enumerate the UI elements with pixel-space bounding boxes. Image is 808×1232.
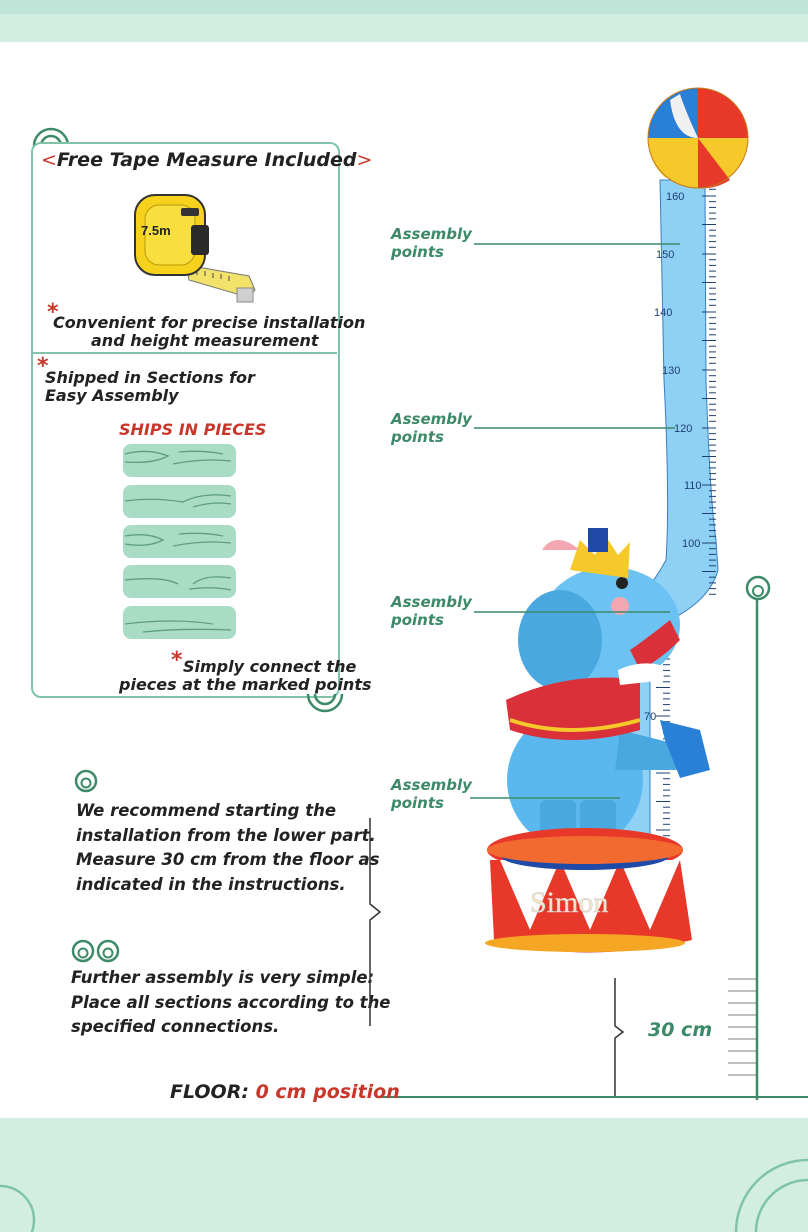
tick-label: 150 (656, 249, 675, 261)
distance-label: 30 cm (648, 1019, 713, 1041)
step1-line: installation from the lower part. (76, 825, 376, 845)
floor-label (170, 1081, 400, 1103)
tick-label: 140 (654, 307, 673, 319)
note3-star: * (171, 648, 183, 673)
beach-ball-icon (648, 88, 748, 188)
bracket-right: > (356, 149, 373, 171)
distance-bracket (608, 976, 628, 1098)
bracket-left: < (41, 149, 57, 171)
tick-label: 100 (682, 538, 701, 550)
box-ring-icon (304, 688, 346, 732)
top-band-stripe (0, 0, 808, 14)
tape-measure-icon (131, 190, 261, 310)
step2-ring-icon (70, 936, 122, 964)
bottom-band (0, 1118, 808, 1232)
floor-label-value: 0 cm position (255, 1081, 400, 1103)
tape-size-label: 7.5m (141, 223, 171, 238)
assembly-label-line2: points (391, 243, 444, 261)
panel-title (41, 149, 373, 171)
wood-grain-lines (123, 444, 236, 639)
ruler-ticks (728, 975, 758, 1090)
assembly-label (391, 593, 472, 629)
floor-label-prefix: FLOOR: (170, 1081, 249, 1103)
section-bracket (360, 816, 384, 1030)
step1-line: indicated in the instructions. (76, 874, 346, 894)
note2-line2: Easy Assembly (45, 386, 179, 405)
assembly-label (391, 410, 472, 446)
note1-line1: Convenient for precise installation (53, 313, 366, 332)
step1-ring-icon (74, 768, 98, 794)
step1-line: We recommend starting the (76, 801, 337, 820)
note3-line1: Simply connect the (183, 657, 357, 676)
step1-line: Measure 30 cm from the floor as (76, 850, 380, 869)
note2-line1: Shipped in Sections for (45, 368, 255, 387)
step2-line: Further assembly is very simple: (71, 968, 375, 987)
assembly-label-line2: points (391, 611, 444, 629)
note1-star: * (47, 300, 59, 325)
assembly-label-line2: points (391, 428, 444, 446)
corner-ring-icon (0, 1160, 40, 1232)
panel-title-text: Free Tape Measure Included (56, 149, 357, 171)
tick-label: 120 (674, 423, 693, 435)
corner-ring-icon (730, 1130, 808, 1232)
tick-label: 70 (644, 711, 657, 723)
step1-text (76, 799, 379, 897)
name-plate: Simon (530, 886, 609, 919)
assembly-label-line1: Assembly (391, 593, 472, 611)
assembly-label (391, 776, 472, 812)
assembly-label-line1: Assembly (391, 225, 472, 243)
circus-drum-icon (485, 828, 692, 953)
note1-line2: and height measurement (91, 331, 319, 350)
assembly-label-line1: Assembly (391, 410, 472, 428)
step2-text (71, 966, 391, 1040)
assembly-label-line1: Assembly (391, 776, 472, 794)
step2-line: specified connections. (71, 1017, 280, 1036)
tick-label: 110 (684, 480, 702, 492)
panel-divider (33, 352, 337, 354)
tick-label: 160 (666, 191, 685, 203)
step2-line: Place all sections according to the (71, 992, 391, 1012)
note2-star: * (37, 354, 49, 379)
note3-line2: pieces at the marked points (119, 675, 372, 694)
assembly-label-line2: points (391, 794, 444, 812)
tick-label: 130 (662, 365, 681, 377)
assembly-label (391, 225, 472, 261)
ships-in-pieces-label: SHIPS IN PIECES (119, 420, 267, 439)
floor-line (376, 1096, 808, 1098)
